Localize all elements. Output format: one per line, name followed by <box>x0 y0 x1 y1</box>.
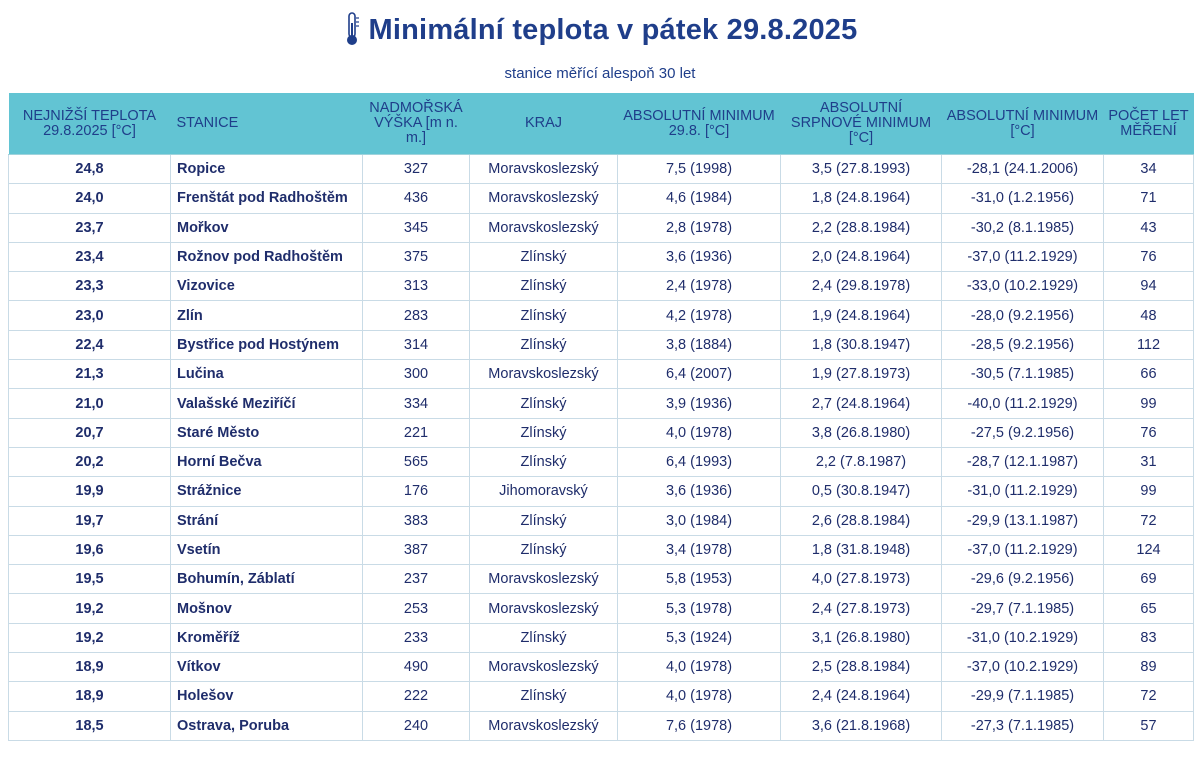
cell-station: Mořkov <box>171 213 363 242</box>
cell-years: 72 <box>1104 682 1194 711</box>
temperature-table <box>8 93 1194 741</box>
cell-abs-min-august: 3,5 (27.8.1993) <box>781 155 942 184</box>
cell-abs-min: -37,0 (11.2.1929) <box>942 535 1104 564</box>
cell-abs-min: -28,0 (9.2.1956) <box>942 301 1104 330</box>
cell-lowest-temp: 18,9 <box>9 682 171 711</box>
cell-station: Lučina <box>171 360 363 389</box>
cell-altitude: 222 <box>363 682 470 711</box>
cell-station: Vizovice <box>171 272 363 301</box>
cell-abs-min-day: 2,8 (1978) <box>618 213 781 242</box>
cell-years: 34 <box>1104 155 1194 184</box>
cell-station: Ostrava, Poruba <box>171 711 363 740</box>
cell-station: Ropice <box>171 155 363 184</box>
cell-region: Zlínský <box>470 682 618 711</box>
cell-abs-min-august: 3,6 (21.8.1968) <box>781 711 942 740</box>
cell-region: Moravskoslezský <box>470 360 618 389</box>
header-years: POČET LET MĚŘENÍ <box>1104 93 1194 155</box>
cell-years: 48 <box>1104 301 1194 330</box>
cell-abs-min-day: 5,3 (1978) <box>618 594 781 623</box>
table-row <box>9 682 1194 711</box>
cell-years: 72 <box>1104 506 1194 535</box>
cell-abs-min-august: 3,1 (26.8.1980) <box>781 623 942 652</box>
cell-abs-min: -29,6 (9.2.1956) <box>942 565 1104 594</box>
cell-altitude: 387 <box>363 535 470 564</box>
cell-station: Horní Bečva <box>171 447 363 476</box>
table-row <box>9 418 1194 447</box>
cell-altitude: 240 <box>363 711 470 740</box>
cell-abs-min-august: 2,4 (29.8.1978) <box>781 272 942 301</box>
cell-region: Zlínský <box>470 418 618 447</box>
cell-years: 43 <box>1104 213 1194 242</box>
cell-region: Zlínský <box>470 330 618 359</box>
cell-region: Moravskoslezský <box>470 213 618 242</box>
cell-station: Rožnov pod Radhoštěm <box>171 242 363 271</box>
cell-region: Moravskoslezský <box>470 653 618 682</box>
cell-abs-min-august: 2,2 (7.8.1987) <box>781 447 942 476</box>
cell-abs-min-day: 4,6 (1984) <box>618 184 781 213</box>
cell-station: Valašské Meziříčí <box>171 389 363 418</box>
table-row <box>9 565 1194 594</box>
cell-abs-min: -27,3 (7.1.1985) <box>942 711 1104 740</box>
cell-years: 124 <box>1104 535 1194 564</box>
cell-abs-min-august: 1,8 (30.8.1947) <box>781 330 942 359</box>
cell-years: 94 <box>1104 272 1194 301</box>
cell-abs-min: -29,9 (7.1.1985) <box>942 682 1104 711</box>
cell-abs-min-day: 3,8 (1884) <box>618 330 781 359</box>
cell-years: 76 <box>1104 418 1194 447</box>
cell-abs-min-day: 4,0 (1978) <box>618 653 781 682</box>
cell-abs-min-day: 6,4 (1993) <box>618 447 781 476</box>
cell-lowest-temp: 20,7 <box>9 418 171 447</box>
cell-lowest-temp: 21,0 <box>9 389 171 418</box>
table-body <box>9 155 1194 741</box>
cell-lowest-temp: 19,2 <box>9 594 171 623</box>
cell-station: Vsetín <box>171 535 363 564</box>
table-row <box>9 155 1194 184</box>
cell-abs-min: -30,5 (7.1.1985) <box>942 360 1104 389</box>
cell-abs-min-august: 1,8 (31.8.1948) <box>781 535 942 564</box>
cell-altitude: 237 <box>363 565 470 594</box>
cell-station: Kroměříž <box>171 623 363 652</box>
cell-lowest-temp: 23,3 <box>9 272 171 301</box>
cell-abs-min: -37,0 (11.2.1929) <box>942 242 1104 271</box>
cell-region: Moravskoslezský <box>470 184 618 213</box>
cell-abs-min-day: 4,0 (1978) <box>618 682 781 711</box>
cell-years: 99 <box>1104 477 1194 506</box>
cell-lowest-temp: 18,5 <box>9 711 171 740</box>
cell-abs-min: -31,0 (10.2.1929) <box>942 623 1104 652</box>
cell-abs-min-august: 2,6 (28.8.1984) <box>781 506 942 535</box>
cell-altitude: 345 <box>363 213 470 242</box>
title-row <box>0 14 1200 47</box>
cell-abs-min: -40,0 (11.2.1929) <box>942 389 1104 418</box>
cell-region: Moravskoslezský <box>470 155 618 184</box>
cell-abs-min: -28,1 (24.1.2006) <box>942 155 1104 184</box>
cell-abs-min-day: 5,8 (1953) <box>618 565 781 594</box>
cell-abs-min: -33,0 (10.2.1929) <box>942 272 1104 301</box>
cell-abs-min-august: 2,4 (24.8.1964) <box>781 682 942 711</box>
cell-region: Moravskoslezský <box>470 594 618 623</box>
cell-abs-min: -31,0 (1.2.1956) <box>942 184 1104 213</box>
cell-abs-min-august: 1,8 (24.8.1964) <box>781 184 942 213</box>
cell-region: Zlínský <box>470 623 618 652</box>
cell-altitude: 436 <box>363 184 470 213</box>
cell-lowest-temp: 23,7 <box>9 213 171 242</box>
header-altitude: NADMOŘSKÁ VÝŠKA [m n. m.] <box>363 93 470 155</box>
cell-lowest-temp: 24,0 <box>9 184 171 213</box>
cell-abs-min: -28,7 (12.1.1987) <box>942 447 1104 476</box>
cell-region: Zlínský <box>470 242 618 271</box>
table-row <box>9 360 1194 389</box>
cell-abs-min: -31,0 (11.2.1929) <box>942 477 1104 506</box>
cell-abs-min-day: 4,2 (1978) <box>618 301 781 330</box>
cell-lowest-temp: 19,7 <box>9 506 171 535</box>
cell-abs-min-day: 7,5 (1998) <box>618 155 781 184</box>
cell-region: Zlínský <box>470 272 618 301</box>
table-row <box>9 477 1194 506</box>
cell-years: 83 <box>1104 623 1194 652</box>
table-row <box>9 213 1194 242</box>
cell-abs-min: -29,9 (13.1.1987) <box>942 506 1104 535</box>
cell-abs-min-august: 2,7 (24.8.1964) <box>781 389 942 418</box>
cell-altitude: 327 <box>363 155 470 184</box>
table-row <box>9 184 1194 213</box>
header-region: KRAJ <box>470 93 618 155</box>
cell-abs-min-august: 2,2 (28.8.1984) <box>781 213 942 242</box>
cell-abs-min-day: 3,0 (1984) <box>618 506 781 535</box>
cell-station: Mošnov <box>171 594 363 623</box>
cell-years: 99 <box>1104 389 1194 418</box>
header-abs-min-august: ABSOLUTNÍ SRPNOVÉ MINIMUM [°C] <box>781 93 942 155</box>
table-row <box>9 623 1194 652</box>
cell-abs-min: -30,2 (8.1.1985) <box>942 213 1104 242</box>
cell-years: 89 <box>1104 653 1194 682</box>
cell-lowest-temp: 23,0 <box>9 301 171 330</box>
cell-altitude: 283 <box>363 301 470 330</box>
cell-lowest-temp: 20,2 <box>9 447 171 476</box>
cell-station: Frenštát pod Radhoštěm <box>171 184 363 213</box>
cell-lowest-temp: 19,6 <box>9 535 171 564</box>
cell-abs-min-day: 6,4 (2007) <box>618 360 781 389</box>
table-row <box>9 535 1194 564</box>
table-row <box>9 447 1194 476</box>
cell-abs-min-august: 0,5 (30.8.1947) <box>781 477 942 506</box>
cell-lowest-temp: 18,9 <box>9 653 171 682</box>
cell-region: Zlínský <box>470 447 618 476</box>
cell-altitude: 253 <box>363 594 470 623</box>
cell-abs-min-day: 5,3 (1924) <box>618 623 781 652</box>
header-lowest-temp: NEJNIŽŠÍ TEPLOTA 29.8.2025 [°C] <box>9 93 171 155</box>
cell-altitude: 375 <box>363 242 470 271</box>
cell-lowest-temp: 22,4 <box>9 330 171 359</box>
cell-years: 69 <box>1104 565 1194 594</box>
cell-station: Vítkov <box>171 653 363 682</box>
cell-abs-min: -37,0 (10.2.1929) <box>942 653 1104 682</box>
cell-abs-min-day: 2,4 (1978) <box>618 272 781 301</box>
cell-altitude: 233 <box>363 623 470 652</box>
table-row <box>9 506 1194 535</box>
table-row <box>9 242 1194 271</box>
cell-altitude: 334 <box>363 389 470 418</box>
header-abs-min: ABSOLUTNÍ MINIMUM [°C] <box>942 93 1104 155</box>
cell-abs-min-august: 2,0 (24.8.1964) <box>781 242 942 271</box>
cell-abs-min: -27,5 (9.2.1956) <box>942 418 1104 447</box>
cell-station: Bohumín, Záblatí <box>171 565 363 594</box>
cell-station: Holešov <box>171 682 363 711</box>
cell-abs-min-day: 3,4 (1978) <box>618 535 781 564</box>
table-header-row <box>9 93 1194 155</box>
cell-abs-min-august: 3,8 (26.8.1980) <box>781 418 942 447</box>
thermometer-icon <box>343 11 361 47</box>
cell-altitude: 300 <box>363 360 470 389</box>
table-row <box>9 594 1194 623</box>
cell-years: 57 <box>1104 711 1194 740</box>
cell-years: 31 <box>1104 447 1194 476</box>
cell-region: Moravskoslezský <box>470 711 618 740</box>
cell-abs-min-august: 2,4 (27.8.1973) <box>781 594 942 623</box>
cell-lowest-temp: 23,4 <box>9 242 171 271</box>
cell-station: Strání <box>171 506 363 535</box>
cell-lowest-temp: 19,5 <box>9 565 171 594</box>
cell-years: 112 <box>1104 330 1194 359</box>
header-abs-min-day: ABSOLUTNÍ MINIMUM 29.8. [°C] <box>618 93 781 155</box>
cell-altitude: 383 <box>363 506 470 535</box>
page-title: Minimální teplota v pátek 29.8.2025 <box>368 14 858 46</box>
table-row <box>9 653 1194 682</box>
cell-altitude: 313 <box>363 272 470 301</box>
cell-abs-min-august: 1,9 (24.8.1964) <box>781 301 942 330</box>
cell-region: Zlínský <box>470 535 618 564</box>
cell-abs-min-day: 3,6 (1936) <box>618 242 781 271</box>
cell-abs-min-day: 3,6 (1936) <box>618 477 781 506</box>
cell-region: Moravskoslezský <box>470 565 618 594</box>
page-subtitle: stanice měřící alespoň 30 let <box>504 65 696 82</box>
cell-abs-min-day: 4,0 (1978) <box>618 418 781 447</box>
cell-region: Zlínský <box>470 506 618 535</box>
table-row <box>9 711 1194 740</box>
cell-abs-min-august: 2,5 (28.8.1984) <box>781 653 942 682</box>
cell-station: Zlín <box>171 301 363 330</box>
cell-abs-min-day: 3,9 (1936) <box>618 389 781 418</box>
cell-years: 76 <box>1104 242 1194 271</box>
cell-altitude: 176 <box>363 477 470 506</box>
cell-abs-min: -29,7 (7.1.1985) <box>942 594 1104 623</box>
cell-region: Zlínský <box>470 301 618 330</box>
cell-altitude: 221 <box>363 418 470 447</box>
cell-lowest-temp: 19,9 <box>9 477 171 506</box>
cell-abs-min-august: 1,9 (27.8.1973) <box>781 360 942 389</box>
cell-altitude: 565 <box>363 447 470 476</box>
cell-region: Jihomoravský <box>470 477 618 506</box>
cell-years: 66 <box>1104 360 1194 389</box>
cell-station: Strážnice <box>171 477 363 506</box>
cell-lowest-temp: 19,2 <box>9 623 171 652</box>
table-row <box>9 330 1194 359</box>
cell-lowest-temp: 21,3 <box>9 360 171 389</box>
cell-abs-min-august: 4,0 (27.8.1973) <box>781 565 942 594</box>
cell-station: Bystřice pod Hostýnem <box>171 330 363 359</box>
table-row <box>9 272 1194 301</box>
table-row <box>9 389 1194 418</box>
cell-years: 71 <box>1104 184 1194 213</box>
header-station: STANICE <box>171 93 363 155</box>
cell-abs-min-day: 7,6 (1978) <box>618 711 781 740</box>
cell-altitude: 314 <box>363 330 470 359</box>
cell-station: Staré Město <box>171 418 363 447</box>
cell-abs-min: -28,5 (9.2.1956) <box>942 330 1104 359</box>
cell-lowest-temp: 24,8 <box>9 155 171 184</box>
table-row <box>9 301 1194 330</box>
cell-years: 65 <box>1104 594 1194 623</box>
cell-region: Zlínský <box>470 389 618 418</box>
cell-altitude: 490 <box>363 653 470 682</box>
